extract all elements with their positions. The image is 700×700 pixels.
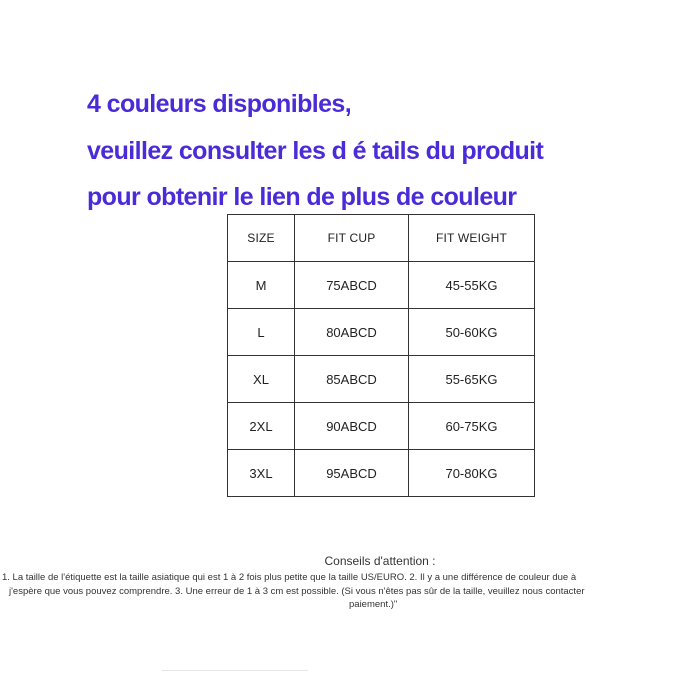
header-size: SIZE (228, 215, 295, 262)
table-row (228, 262, 535, 309)
cell-fit-weight: 50-60KG (409, 309, 535, 356)
cell-size: 2XL (228, 403, 295, 450)
notes-title: Conseils d'attention : (324, 554, 436, 568)
cell-fit-weight: 60-75KG (409, 403, 535, 450)
cell-size: 3XL (228, 450, 295, 497)
table-row (228, 356, 535, 403)
headline-line-2: veuillez consulter les d é tails du produit (87, 137, 544, 165)
size-chart-table (227, 214, 535, 497)
cell-fit-weight: 70-80KG (409, 450, 535, 497)
table-header-row (228, 215, 535, 262)
divider (162, 670, 308, 671)
cell-fit-cup: 90ABCD (295, 403, 409, 450)
table-row (228, 309, 535, 356)
table-row (228, 403, 535, 450)
cell-fit-cup: 80ABCD (295, 309, 409, 356)
cell-fit-weight: 55-65KG (409, 356, 535, 403)
cell-fit-cup: 95ABCD (295, 450, 409, 497)
table-row (228, 450, 535, 497)
cell-fit-weight: 45-55KG (409, 262, 535, 309)
notes-body (0, 571, 700, 612)
cell-size: M (228, 262, 295, 309)
cell-fit-cup: 85ABCD (295, 356, 409, 403)
cell-size: XL (228, 356, 295, 403)
notes-line-2: j'espère que vous pouvez comprendre. 3. Une erreur de 1 à 3 cm est possible. (Si vous n'êtes pas sûr de la taille, veuillez nous contacter (9, 585, 585, 597)
headline-line-3: pour obtenir le lien de plus de couleur (87, 183, 517, 211)
header-fit-cup: FIT CUP (295, 215, 409, 262)
notes-line-1: 1. La taille de l'étiquette est la taille asiatique qui est 1 à 2 fois plus petite que la taille US/EURO. 2. Il y a une différence de couleur due à (2, 572, 577, 583)
headline-line-1: 4 couleurs disponibles, (87, 90, 352, 118)
cell-fit-cup: 75ABCD (295, 262, 409, 309)
header-fit-weight: FIT WEIGHT (409, 215, 535, 262)
cell-size: L (228, 309, 295, 356)
notes-line-3: paiement.)" (349, 599, 398, 610)
